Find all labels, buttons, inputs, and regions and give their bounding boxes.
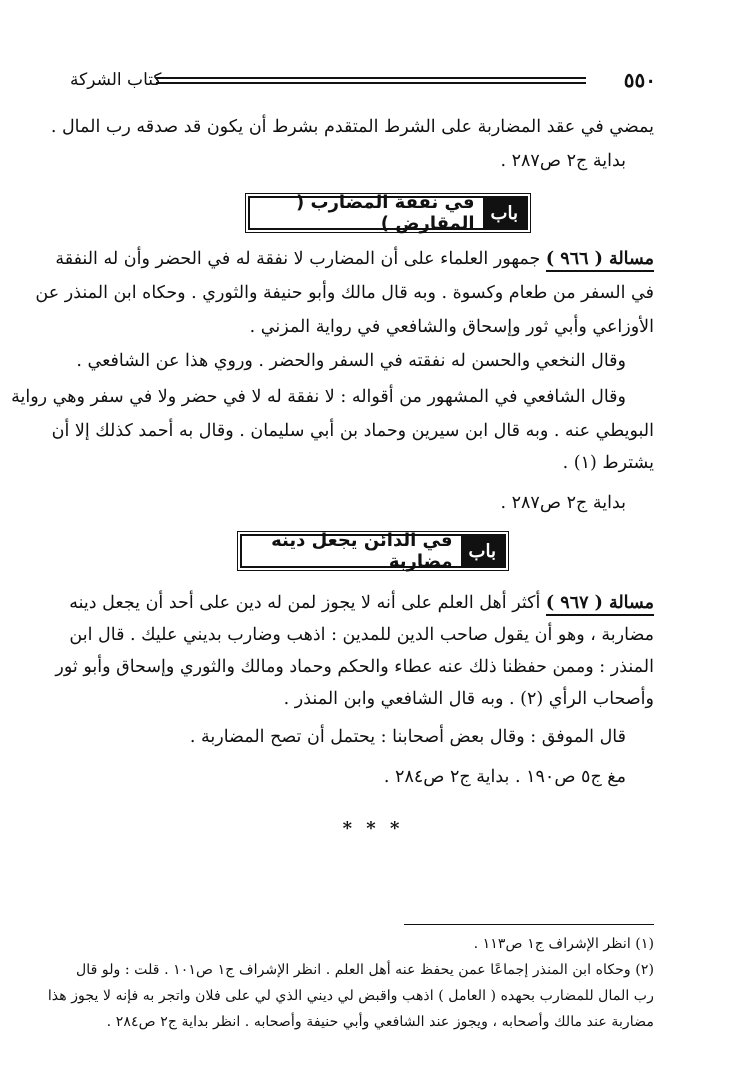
paragraph-line: المنذر : وممن حفظنا ذلك عنه عطاء والحكم وحماد ومالك والثوري وإسحاق وأبو ثور [55, 657, 654, 677]
paragraph-line: مضاربة ، وهو أن يقول صاحب الدين للمدين : اذهب وضارب بديني عليك . قال ابن [69, 625, 654, 645]
paragraph-line: يشترط (١) . [562, 453, 654, 473]
paragraph-line: وأصحاب الرأي (٢) . وبه قال الشافعي وابن المنذر . [283, 689, 654, 709]
chapter-heading-1 [248, 192, 528, 234]
page-number: ٥٥٠ [623, 68, 656, 92]
paragraph-line: قال الموفق : وقال بعض أصحابنا : يحتمل أن تصح المضاربة . [189, 727, 626, 747]
reference-line: بداية ج٢ ص٢٨٧ . [500, 493, 626, 513]
page-header [70, 66, 656, 94]
paragraph-line: الأوزاعي وأبي ثور وإسحاق والشافعي في رواية المزني . [249, 317, 654, 337]
masala-label: مسالة ( ٩٦٧ ) [546, 593, 654, 616]
reference-line: مغ ج٥ ص١٩٠ . بداية ج٢ ص٢٨٤ . [383, 767, 626, 787]
masala-967-line1 [69, 588, 654, 618]
chapter-bab-label: باب [461, 536, 504, 566]
chapter-heading-2 [240, 530, 506, 572]
paragraph-line: البويطي عنه . وبه قال ابن سيرين وحماد بن أبي سليمان . وقال به أحمد كذلك إلا أن [51, 421, 654, 441]
masala-text: أكثر أهل العلم على أنه لا يجوز لمن له دين على أحد أن يجعل دينه [69, 593, 541, 613]
header-rule [156, 77, 586, 84]
footnote-2-line2: رب المال للمضارب بحهده ( العامل ) اذهب واقبض لي ديني الذي لي على فلان واتجر به فإنه لا يجوز هذا [47, 988, 654, 1004]
footnote-2-line3: مضاربة عند مالك وأصحابه ، ويجوز عند الشافعي وأبي حنيفة وأصحابه . انظر بداية ج٢ ص٢٨٤ . [106, 1014, 654, 1030]
paragraph-line: وقال النخعي والحسن له نفقته في السفر والحضر . وروي هذا عن الشافعي . [76, 351, 626, 371]
chapter-title: في الدائن يجعل دينه مضاربة [271, 530, 453, 572]
footnote-1: (١) انظر الإشراف ج١ ص١١٣ . [473, 936, 654, 952]
masala-966-line1 [55, 244, 654, 274]
paragraph-line: يمضي في عقد المضاربة على الشرط المتقدم بشرط أن يكون قد صدقه رب المال . [50, 117, 654, 137]
section-separator: * * * [342, 818, 404, 839]
footnote-rule [404, 924, 654, 925]
running-title: كتاب الشركة [70, 70, 162, 90]
chapter-bab-label: باب [483, 198, 526, 228]
masala-label: مسالة ( ٩٦٦ ) [546, 249, 654, 272]
footnote-2-line1: (٢) وحكاه ابن المنذر إجماعًا عمن يحفظ عنه أهل العلم . انظر الإشراف ج١ ص١٠١ . قلت : ولو قال [75, 962, 654, 978]
masala-text: جمهور العلماء على أن المضارب لا نفقة له في الحضر وأن له النفقة [55, 249, 541, 269]
paragraph-line: وقال الشافعي في المشهور من أقواله : لا نفقة له لا في حضر ولا في سفر وهي رواية [11, 387, 626, 407]
chapter-title: في نفقة المضارب ( المقارض ) [295, 192, 475, 234]
paragraph-line: في السفر من طعام وكسوة . وبه قال مالك وأبو حنيفة والثوري . وحكاه ابن المنذر عن [35, 283, 654, 303]
reference-line: بداية ج٢ ص٢٨٧ . [500, 151, 626, 171]
